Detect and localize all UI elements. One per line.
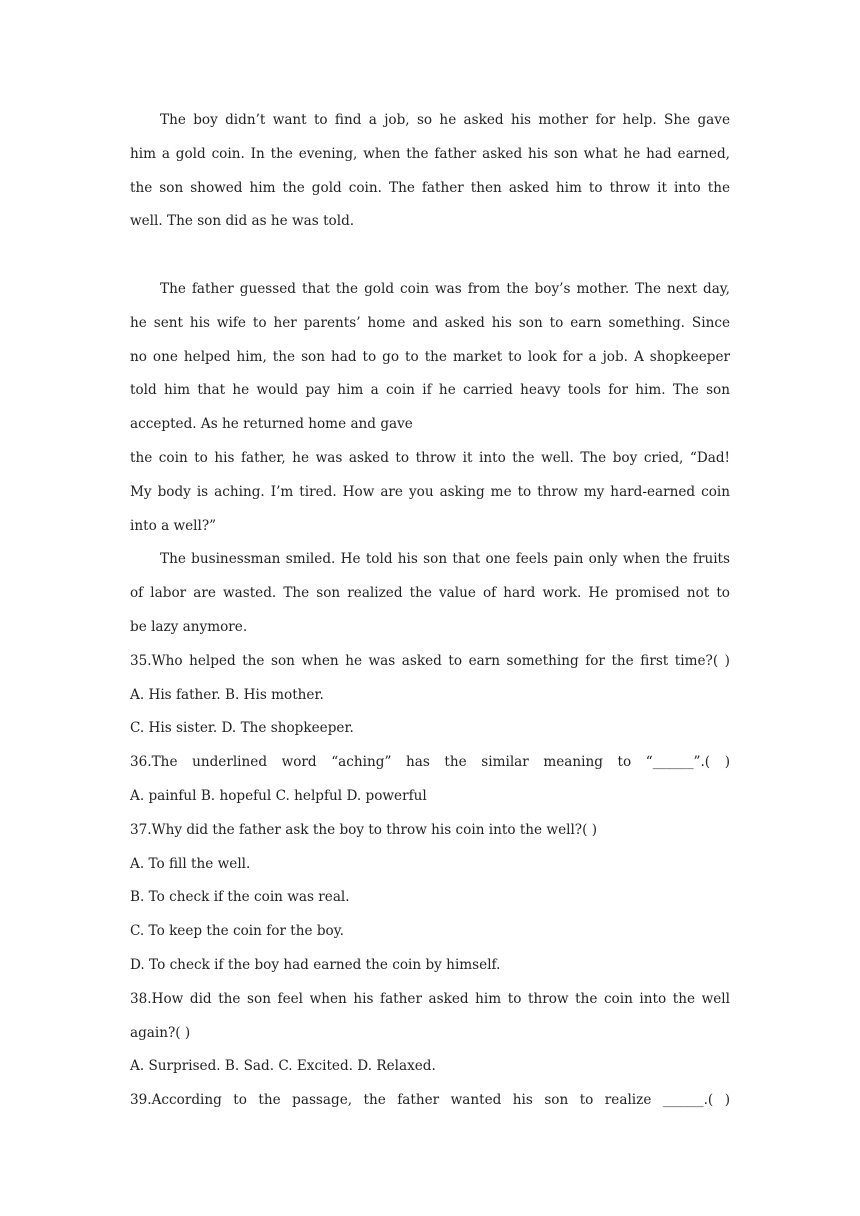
paragraph-2-line-4: told him that he would pay him a coin if he carried heavy tools for him. The son	[130, 382, 730, 399]
paragraph-2-line-6: the coin to his father, he was asked to throw it into the well. The boy cried, “Dad!	[130, 449, 730, 466]
paragraph-2-line-7: My body is aching. I’m tired. How are you asking me to throw my hard-earned coin	[130, 483, 730, 500]
paragraph-1-line-1: The boy didn’t want to find a job, so he asked his mother for help. She gave	[160, 112, 730, 128]
paragraph-3-line-3: be lazy anymore.	[130, 618, 248, 635]
question-38-options: A. Surprised. B. Sad. C. Excited. D. Relaxed.	[130, 1058, 436, 1075]
document-page	[130, 104, 730, 1118]
question-37-option-c: C. To keep the coin for the boy.	[130, 923, 344, 940]
question-38: 38.How did the son feel when his father asked him to throw the coin into the well	[130, 990, 730, 1007]
paragraph-1-line-4: well. The son did as he was told.	[130, 213, 355, 230]
paragraph-2-line-8: into a well?”	[130, 517, 217, 534]
question-35: 35.Who helped the son when he was asked to earn something for the first time?( )	[130, 652, 730, 669]
question-39: 39.According to the passage, the father wanted his son to realize ______.( )	[130, 1092, 730, 1109]
paragraph-2-line-1: The father guessed that the gold coin was from the boy’s mother. The next day,	[160, 280, 730, 297]
question-37-option-a: A. To fill the well.	[130, 855, 251, 872]
paragraph-3-line-1: The businessman smiled. He told his son that one feels pain only when the fruits	[160, 551, 730, 568]
question-37-option-d: D. To check if the boy had earned the coin by himself.	[130, 956, 501, 973]
paragraph-2-line-2: he sent his wife to her parents’ home and asked his son to earn something. Since	[130, 314, 730, 331]
paragraph-gap	[130, 239, 730, 273]
paragraph-1-line-2: him a gold coin. In the evening, when the father asked his son what he had earned,	[130, 145, 730, 162]
question-38-continued: again?( )	[130, 1024, 191, 1041]
paragraph-2-line-3: no one helped him, the son had to go to the market to look for a job. A shopkeeper	[130, 348, 730, 365]
paragraph-3-line-2: of labor are wasted. The son realized the value of hard work. He promised not to	[130, 585, 730, 602]
paragraph-2-line-5: accepted. As he returned home and gave	[130, 416, 413, 433]
question-37-option-b: B. To check if the coin was real.	[130, 889, 350, 906]
question-37: 37.Why did the father ask the boy to throw his coin into the well?( )	[130, 821, 598, 838]
question-35-options-ab: A. His father. B. His mother.	[130, 686, 324, 703]
question-36-options: A. painful B. hopeful C. helpful D. powerful	[130, 787, 427, 804]
question-35-options-cd: C. His sister. D. The shopkeeper.	[130, 720, 354, 737]
question-36: 36.The underlined word “aching” has the similar meaning to “______”.( )	[130, 754, 730, 771]
paragraph-1-line-3: the son showed him the gold coin. The father then asked him to throw it into the	[130, 179, 730, 196]
